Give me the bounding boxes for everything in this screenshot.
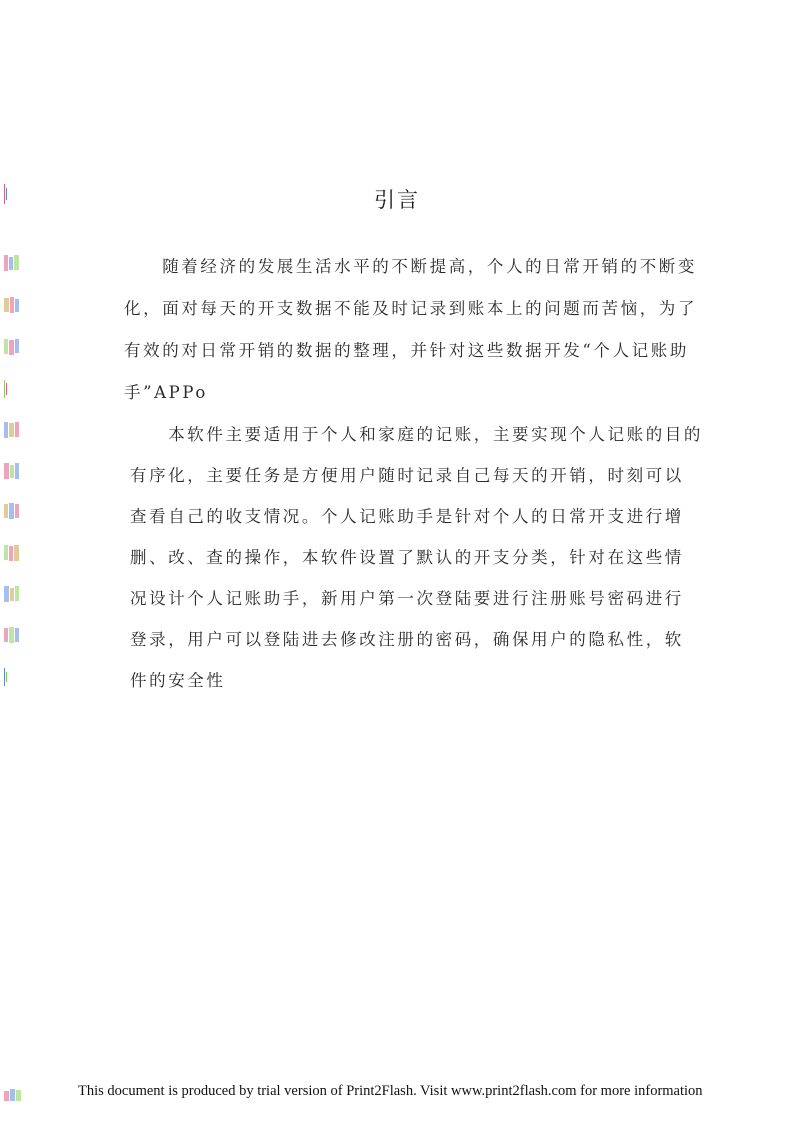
- paragraph-line: 化，面对每天的开支数据不能及时记录到账本上的问题而苦恼，为了: [124, 299, 697, 318]
- paragraph-line: 登录，用户可以登陆进去修改注册的密码，确保用户的隐私性，软: [130, 630, 684, 649]
- scan-artifact-icon: [4, 545, 20, 561]
- scan-artifact-icon: [4, 463, 20, 479]
- paragraph-line: 件的安全性: [130, 671, 226, 690]
- scan-artifact-icon: [4, 1089, 22, 1101]
- scan-artifact-icon: [4, 255, 20, 271]
- paragraph-line: 有序化，主要任务是方便用户随时记录自己每天的开销，时刻可以: [130, 466, 684, 485]
- footer-artifact-mark: [4, 1086, 22, 1098]
- scan-artifact-mark: [4, 668, 7, 684]
- scan-artifact-mark: [4, 586, 20, 602]
- scan-artifact-mark: [4, 297, 20, 313]
- scan-artifact-mark: [4, 545, 20, 561]
- paragraph-line: 随着经济的发展生活水平的不断提高，个人的日常开销的不断变: [124, 257, 697, 276]
- paragraph-line: 有效的对日常开销的数据的整理，并针对这些数据开发“个人记账助: [124, 341, 689, 360]
- scan-artifact-mark: [4, 339, 20, 355]
- trial-watermark-footer: This document is produced by trial version of Print2Flash. Visit www.print2flash.com for more information: [78, 1083, 703, 1099]
- scan-artifact-icon: [4, 586, 20, 602]
- scan-artifact-icon: [4, 184, 7, 204]
- scan-artifact-icon: [4, 627, 20, 643]
- scan-artifact-mark: [4, 422, 20, 438]
- scan-artifact-icon: [4, 503, 20, 519]
- paragraph-line: 本软件主要适用于个人和家庭的记账，主要实现个人记账的目的: [130, 425, 703, 444]
- page-title: 引言: [374, 188, 420, 212]
- scan-artifact-icon: [4, 380, 7, 398]
- paragraph-line: 手”APPo: [124, 383, 208, 402]
- scan-artifact-mark: [4, 184, 7, 200]
- scan-artifact-icon: [4, 339, 20, 355]
- scan-artifact-mark: [4, 380, 7, 396]
- scan-artifact-icon: [4, 297, 20, 313]
- scan-artifact-mark: [4, 255, 20, 271]
- scan-artifact-mark: [4, 463, 20, 479]
- scan-artifact-mark: [4, 503, 20, 519]
- paragraph-line: 删、改、查的操作，本软件设置了默认的开支分类，针对在这些情: [130, 548, 684, 567]
- scan-artifact-icon: [4, 422, 20, 438]
- scan-artifact-icon: [4, 668, 7, 686]
- paragraph-line: 查看自己的收支情况。个人记账助手是针对个人的日常开支进行增: [130, 507, 684, 526]
- paragraph-line: 况设计个人记账助手，新用户第一次登陆要进行注册账号密码进行: [130, 589, 684, 608]
- scan-artifact-mark: [4, 627, 20, 643]
